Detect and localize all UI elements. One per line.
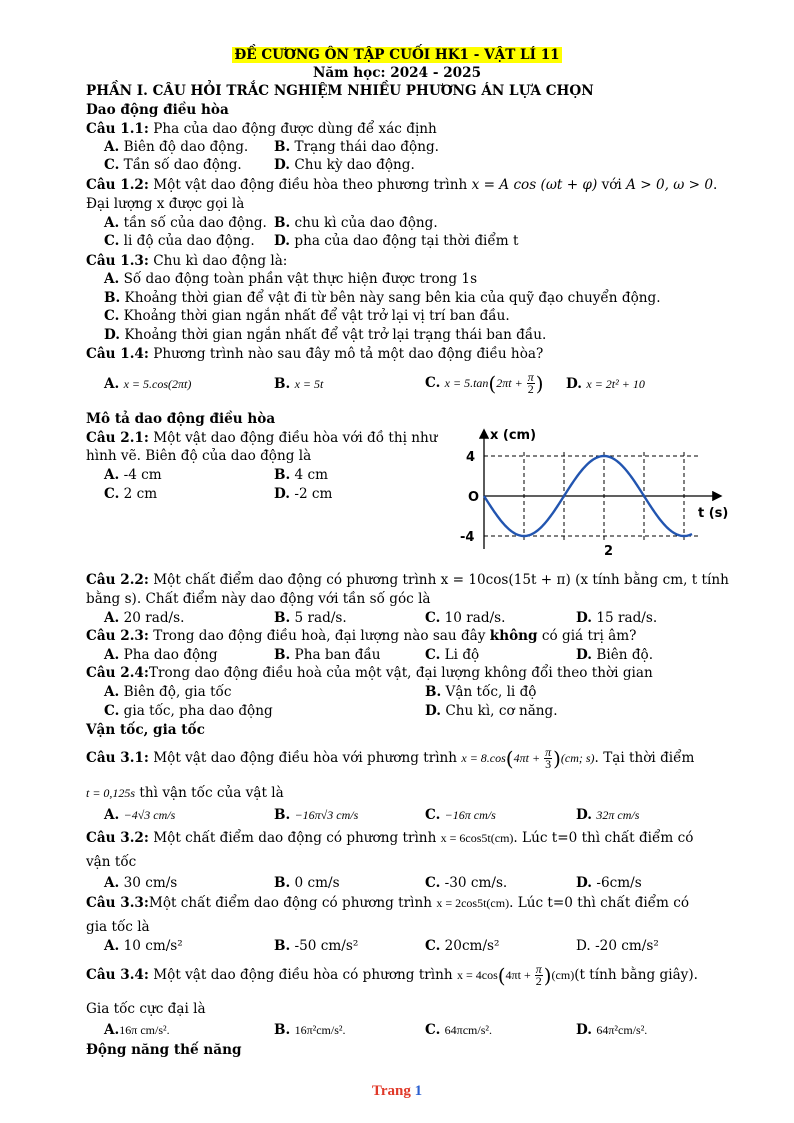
option-c: C. x = 5.tan(2πt + $\frac{\pi}{2}$ ) bbox=[425, 370, 544, 396]
option-a: A. −4√3 cm/s bbox=[104, 807, 176, 823]
option-c: C. Khoảng thời gian ngắn nhất để vật trở lại vị trí ban đầu. bbox=[104, 308, 510, 324]
question-2-3: Câu 2.3: Trong dao động điều hoà, đại lượng nào sau đây không có giá trị âm? bbox=[86, 628, 637, 644]
option-d: D. pha của dao động tại thời điểm t bbox=[274, 233, 519, 249]
y-axis-label: x (cm) bbox=[490, 428, 537, 443]
document-title bbox=[0, 46, 794, 64]
option-b: B. Khoảng thời gian để vật đi từ bên này sang bên kia của quỹ đạo chuyển động. bbox=[104, 290, 661, 306]
question-2-1-line2: hình vẽ. Biên độ của dao động là bbox=[86, 448, 312, 464]
option-b: B. 0 cm/s bbox=[274, 875, 340, 891]
option-b: B. 4 cm bbox=[274, 467, 329, 483]
question-1-3: Câu 1.3: Chu kì dao động là: bbox=[86, 253, 288, 269]
option-b: B. Pha ban đầu bbox=[274, 647, 381, 663]
option-c: C. 2 cm bbox=[104, 486, 158, 502]
option-b: B. 16π²cm/s². bbox=[274, 1022, 346, 1038]
option-c: C. -30 cm/s. bbox=[425, 875, 508, 891]
section-heading-2: Mô tả dao động điều hòa bbox=[86, 411, 276, 427]
option-c: C. Li độ bbox=[425, 647, 480, 663]
option-a: A. 20 rad/s. bbox=[104, 610, 185, 626]
option-a: A. -4 cm bbox=[104, 467, 162, 483]
page-footer bbox=[0, 1083, 794, 1100]
option-b: B. 5 rad/s. bbox=[274, 610, 347, 626]
option-b: B. Trạng thái dao động. bbox=[274, 139, 439, 155]
school-year: Năm học: 2024 - 2025 bbox=[312, 65, 482, 81]
question-text: Pha của dao động được dùng để xác định bbox=[148, 121, 437, 137]
option-d: D. Biên độ. bbox=[576, 647, 654, 663]
question-1-2-line2: Đại lượng x được gọi là bbox=[86, 196, 245, 212]
option-c: C. li độ của dao động. bbox=[104, 233, 255, 249]
question-3-2-line2: vận tốc bbox=[86, 854, 137, 870]
option-a: A. Pha dao động bbox=[104, 647, 218, 663]
page-number: 1 bbox=[414, 1083, 423, 1099]
section-heading-4: Động năng thế năng bbox=[86, 1042, 242, 1058]
question-3-4: Câu 3.4: Một vật dao động điều hòa có phương trình x = 4cos(4πt + $\frac{\pi}{2}$ )(cm)(t tính bằng giây). bbox=[86, 962, 698, 988]
option-b: B. -50 cm/s² bbox=[274, 938, 359, 954]
origin-label: O bbox=[468, 490, 480, 505]
question-2-1: Câu 2.1: Một vật dao động điều hòa với đồ thị như bbox=[86, 430, 438, 446]
option-c: C. −16π cm/s bbox=[425, 807, 496, 823]
oscillation-graph bbox=[448, 425, 738, 563]
option-c: C. gia tốc, pha dao động bbox=[104, 703, 273, 719]
option-a: A. 30 cm/s bbox=[104, 875, 178, 891]
option-d: D. 15 rad/s. bbox=[576, 610, 658, 626]
option-a: A. 10 cm/s² bbox=[104, 938, 183, 954]
page-label: Trang bbox=[371, 1083, 411, 1099]
option-d: D. -20 cm/s² bbox=[576, 938, 659, 954]
title-highlight: ĐỀ CƯƠNG ÔN TẬP CUỐI HK1 - VẬT LÍ 11 bbox=[234, 47, 560, 63]
y-max-tick-label: 4 bbox=[466, 450, 476, 465]
condition: A > 0, ω > 0 bbox=[626, 177, 714, 193]
question-2-4: Câu 2.4:Trong dao động điều hoà của một vật, đại lượng không đổi theo thời gian bbox=[86, 665, 653, 681]
question-3-1-line2: t = 0,125s thì vận tốc của vật là bbox=[86, 785, 284, 801]
option-d: D. 64π²cm/s². bbox=[576, 1022, 648, 1038]
question-3-2: Câu 3.2: Một chất điểm dao động có phương trình x = 6cos5t(cm). Lúc t=0 thì chất điểm có bbox=[86, 830, 694, 846]
option-d: D. x = 2t² + 10 bbox=[566, 376, 645, 392]
part-heading: PHẦN I. CÂU HỎI TRẮC NGHIỆM NHIỀU PHƯƠNG ÁN LỰA CHỌN bbox=[86, 83, 594, 99]
question-3-4-line2: Gia tốc cực đại là bbox=[86, 1001, 206, 1017]
option-a: A. tần số của dao động. bbox=[104, 215, 267, 231]
option-b: B. Vận tốc, li độ bbox=[425, 684, 537, 700]
question-1-2: Câu 1.2: Một vật dao động điều hòa theo phương trình x = A cos (ωt + φ) với A > 0, ω > 0. bbox=[86, 177, 718, 193]
x-tick-label: 2 bbox=[604, 544, 614, 559]
question-3-1: Câu 3.1: Một vật dao động điều hòa với phương trình x = 8.cos(4πt + $\frac{\pi}{3}$ )(cm; s). Tại thời điểm bbox=[86, 745, 695, 771]
x-axis-label: t (s) bbox=[698, 506, 729, 521]
question-1-4: Câu 1.4: Phương trình nào sau đây mô tả một dao động điều hòa? bbox=[86, 346, 544, 362]
option-c: C. Tần số dao động. bbox=[104, 157, 242, 173]
question-2-2: Câu 2.2: Một chất điểm dao động có phương trình x = 10cos(15t + π) (x tính bằng cm, t tính bbox=[86, 572, 729, 588]
question-3-3: Câu 3.3:Một chất điểm dao động có phương trình x = 2cos5t(cm). Lúc t=0 thì chất điểm có bbox=[86, 895, 690, 911]
option-d: D. Khoảng thời gian ngắn nhất để vật trở lại trạng thái ban đầu. bbox=[104, 327, 547, 343]
question-3-3-line2: gia tốc là bbox=[86, 919, 150, 935]
option-b: B. x = 5t bbox=[274, 376, 324, 392]
option-c: C. 20cm/s² bbox=[425, 938, 500, 954]
option-a: A.16π cm/s². bbox=[104, 1022, 170, 1038]
option-d: D. -2 cm bbox=[274, 486, 333, 502]
question-2-2-line2: bằng s). Chất điểm này dao động với tần số góc là bbox=[86, 591, 431, 607]
option-a: A. Số dao động toàn phần vật thực hiện được trong 1s bbox=[104, 271, 478, 287]
option-a: A. Biên độ, gia tốc bbox=[104, 684, 232, 700]
option-d: D. Chu kì, cơ năng. bbox=[425, 703, 558, 719]
question-label: Câu 1.1: bbox=[86, 121, 149, 137]
option-b: B. chu kì của dao động. bbox=[274, 215, 438, 231]
option-d: D. 32π cm/s bbox=[576, 807, 640, 823]
option-c: C. 10 rad/s. bbox=[425, 610, 506, 626]
option-c: C. 64πcm/s². bbox=[425, 1022, 492, 1038]
option-d: D. -6cm/s bbox=[576, 875, 642, 891]
option-b: B. −16π√3 cm/s bbox=[274, 807, 359, 823]
equation: x = A cos (ωt + φ) bbox=[471, 177, 598, 193]
question-1-1 bbox=[86, 120, 437, 138]
section-heading-1: Dao động điều hòa bbox=[86, 102, 229, 118]
option-a: A. x = 5.cos(2πt) bbox=[104, 376, 192, 392]
y-min-tick-label: -4 bbox=[460, 530, 475, 545]
section-heading-3: Vận tốc, gia tốc bbox=[86, 722, 205, 738]
option-d: D. Chu kỳ dao động. bbox=[274, 157, 415, 173]
option-a: A. Biên độ dao động. bbox=[104, 139, 249, 155]
